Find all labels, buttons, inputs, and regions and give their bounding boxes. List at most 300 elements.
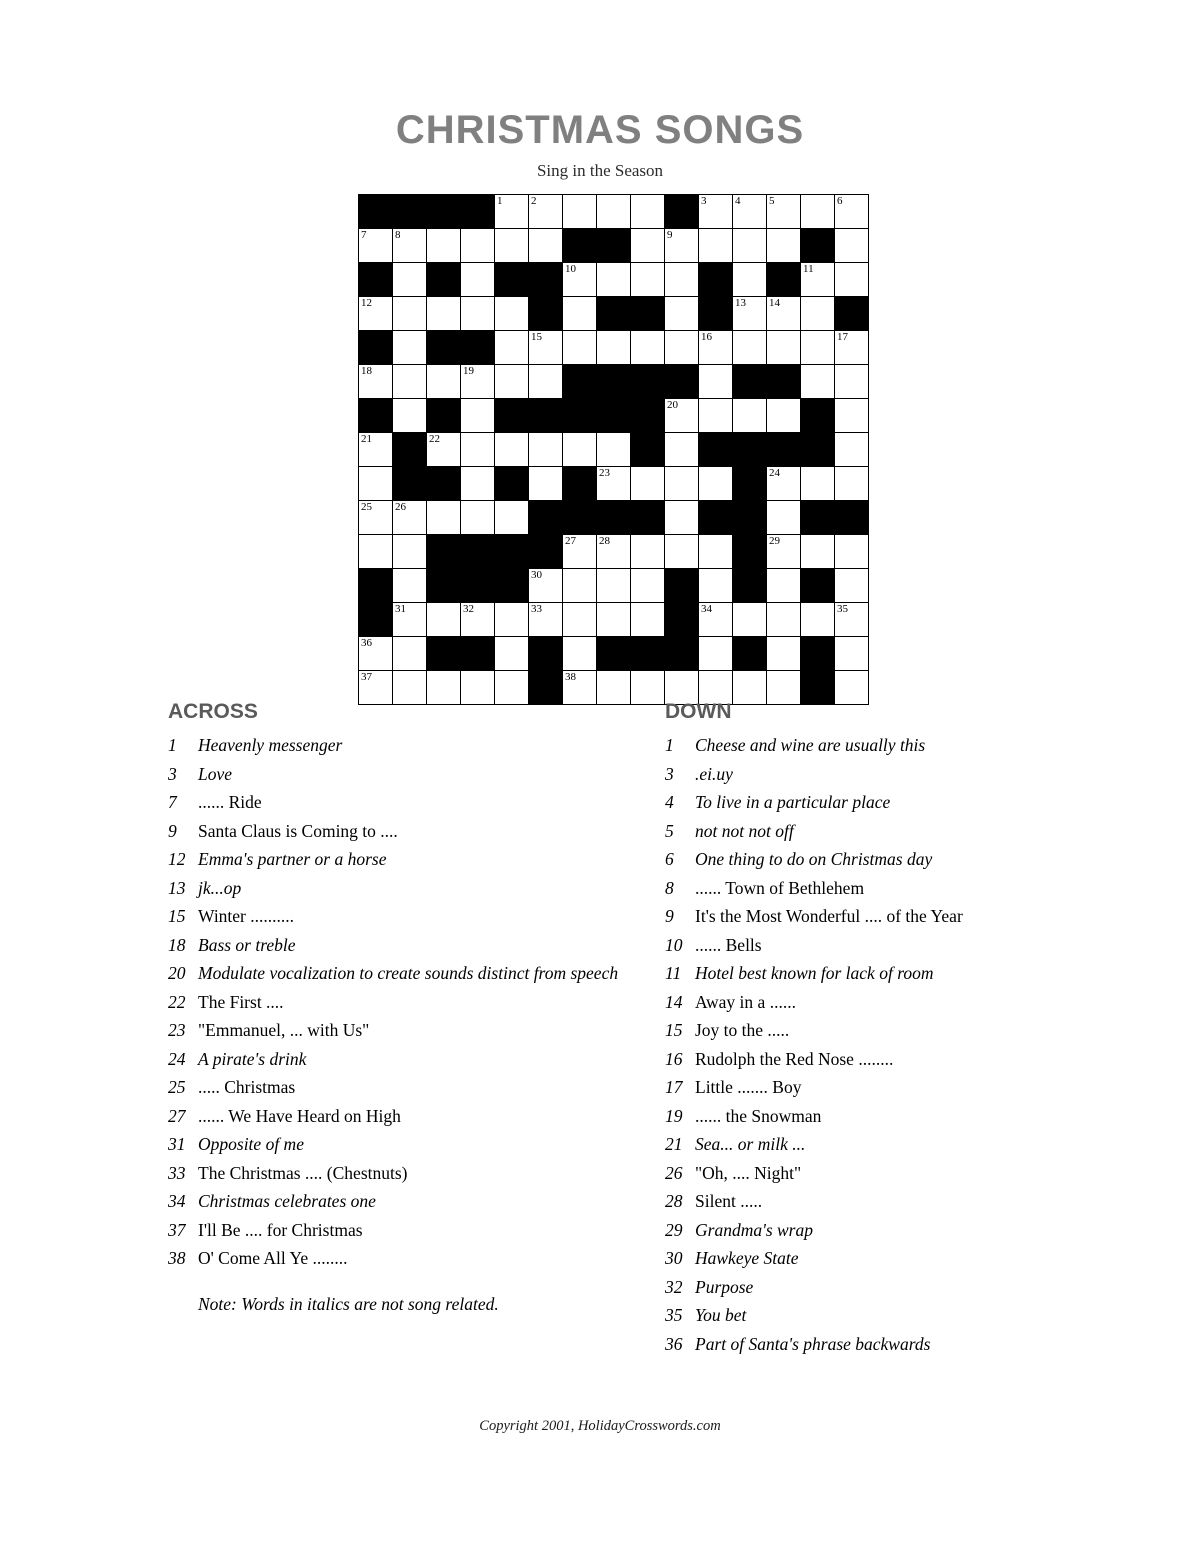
grid-cell[interactable] — [699, 195, 733, 229]
grid-cell[interactable] — [699, 603, 733, 637]
down-clue-29[interactable] — [665, 1221, 1165, 1240]
grid-cell-number: 10 — [565, 263, 576, 275]
clue-text: Heavenly messenger — [198, 735, 343, 755]
grid-cell[interactable] — [665, 535, 699, 569]
grid-cell[interactable] — [631, 229, 665, 263]
clue-number: 5 — [665, 820, 674, 841]
grid-cell[interactable] — [835, 399, 869, 433]
grid-cell[interactable] — [563, 535, 597, 569]
grid-cell[interactable] — [699, 229, 733, 263]
grid-cell-number: 14 — [769, 297, 780, 309]
grid-cell-block — [393, 433, 427, 467]
grid-cell[interactable] — [767, 467, 801, 501]
grid-cell[interactable] — [529, 229, 563, 263]
clue-number: 27 — [168, 1105, 186, 1126]
clue-text: Away in a ...... — [695, 991, 796, 1012]
grid-cell[interactable] — [393, 365, 427, 399]
clue-number: 16 — [665, 1048, 683, 1069]
grid-cell[interactable] — [835, 433, 869, 467]
clue-text: Hawkeye State — [695, 1248, 799, 1268]
grid-cell-block — [529, 263, 563, 297]
grid-cell[interactable] — [665, 331, 699, 365]
crossword-grid-table[interactable] — [358, 194, 869, 705]
grid-cell[interactable] — [393, 637, 427, 671]
grid-cell[interactable] — [529, 603, 563, 637]
italics-note: Note: Words in italics are not song related. — [198, 1294, 499, 1314]
grid-cell[interactable] — [393, 331, 427, 365]
clue-text: Hotel best known for lack of room — [695, 963, 934, 983]
clue-number: 1 — [665, 735, 674, 755]
down-clue-21[interactable] — [665, 1135, 1165, 1154]
grid-cell[interactable] — [529, 331, 563, 365]
grid-cell[interactable] — [359, 365, 393, 399]
clue-text: Little ....... Boy — [695, 1077, 802, 1097]
grid-cell[interactable] — [665, 399, 699, 433]
grid-cell-block — [665, 195, 699, 229]
grid-cell[interactable] — [597, 433, 631, 467]
grid-cell[interactable] — [767, 569, 801, 603]
clue-number: 8 — [665, 877, 674, 898]
down-clue-1[interactable] — [665, 736, 1165, 755]
clue-number: 32 — [665, 1276, 683, 1297]
grid-cell[interactable] — [835, 637, 869, 671]
grid-cell-block — [665, 603, 699, 637]
grid-cell-block — [597, 297, 631, 331]
clue-text: jk...op — [198, 877, 242, 898]
down-clue-9[interactable] — [665, 907, 1165, 926]
clue-text: Winter .......... — [198, 906, 295, 926]
grid-cell[interactable] — [699, 467, 733, 501]
grid-cell[interactable] — [767, 195, 801, 229]
grid-cell[interactable] — [767, 535, 801, 569]
grid-cell[interactable] — [801, 195, 835, 229]
grid-cell[interactable] — [461, 297, 495, 331]
grid-cell[interactable] — [563, 569, 597, 603]
grid-cell[interactable] — [801, 365, 835, 399]
grid-cell[interactable] — [495, 501, 529, 535]
grid-cell[interactable] — [597, 467, 631, 501]
grid-cell[interactable] — [767, 603, 801, 637]
grid-cell[interactable] — [495, 365, 529, 399]
clue-number: 6 — [665, 849, 674, 869]
grid-cell-number: 17 — [837, 331, 848, 343]
grid-cell[interactable] — [665, 297, 699, 331]
grid-cell-block — [359, 195, 393, 229]
clue-number: 36 — [665, 1333, 683, 1354]
across-clue-15[interactable] — [168, 907, 648, 926]
down-clue-3[interactable] — [665, 765, 1165, 784]
grid-cell[interactable] — [665, 501, 699, 535]
grid-cell[interactable] — [359, 229, 393, 263]
grid-cell[interactable] — [597, 569, 631, 603]
grid-cell-block — [427, 399, 461, 433]
across-clue-22[interactable] — [168, 993, 648, 1012]
clue-number: 7 — [168, 792, 177, 812]
grid-cell-block — [699, 263, 733, 297]
grid-cell-block — [563, 501, 597, 535]
across-clue-31[interactable] — [168, 1135, 648, 1154]
across-clue-25[interactable] — [168, 1078, 648, 1097]
grid-cell-number: 31 — [395, 603, 406, 615]
down-clue-16[interactable] — [665, 1050, 1165, 1069]
grid-cell-block — [801, 433, 835, 467]
clue-number: 4 — [665, 792, 674, 812]
grid-cell-number: 12 — [361, 297, 372, 309]
grid-cell[interactable] — [699, 535, 733, 569]
grid-cell[interactable] — [767, 331, 801, 365]
grid-cell[interactable] — [835, 229, 869, 263]
grid-cell[interactable] — [631, 535, 665, 569]
grid-cell[interactable] — [393, 297, 427, 331]
grid-cell[interactable] — [801, 467, 835, 501]
grid-cell[interactable] — [597, 263, 631, 297]
grid-cell-block — [495, 399, 529, 433]
grid-cell-block — [461, 195, 495, 229]
grid-cell-number: 4 — [735, 195, 741, 207]
grid-cell-number: 15 — [531, 331, 542, 343]
grid-cell[interactable] — [733, 331, 767, 365]
grid-cell-number: 32 — [463, 603, 474, 615]
clue-text: One thing to do on Christmas day — [695, 849, 933, 869]
down-clue-30[interactable] — [665, 1249, 1165, 1268]
grid-cell-block — [801, 501, 835, 535]
grid-cell[interactable] — [393, 535, 427, 569]
clue-text: not not not off — [695, 820, 794, 841]
across-clue-18[interactable] — [168, 936, 648, 955]
across-clue-34[interactable] — [168, 1192, 648, 1211]
grid-cell[interactable] — [835, 365, 869, 399]
down-clue-36[interactable] — [665, 1335, 1165, 1354]
grid-cell-number: 9 — [667, 229, 673, 241]
grid-cell[interactable] — [461, 365, 495, 399]
grid-cell[interactable] — [495, 331, 529, 365]
grid-cell-block — [597, 501, 631, 535]
grid-cell[interactable] — [835, 467, 869, 501]
across-clue-13[interactable] — [168, 879, 648, 898]
grid-cell[interactable] — [461, 229, 495, 263]
down-clue-32[interactable] — [665, 1278, 1165, 1297]
grid-cell[interactable] — [393, 501, 427, 535]
grid-cell[interactable] — [767, 501, 801, 535]
grid-cell[interactable] — [597, 603, 631, 637]
grid-cell-number: 16 — [701, 331, 712, 343]
grid-cell[interactable] — [359, 637, 393, 671]
grid-cell[interactable] — [665, 467, 699, 501]
clue-number: 22 — [168, 991, 186, 1012]
grid-cell-number: 28 — [599, 535, 610, 547]
down-clue-4[interactable] — [665, 793, 1165, 812]
across-clue-1[interactable] — [168, 736, 648, 755]
grid-cell-block — [801, 637, 835, 671]
across-clue-9[interactable] — [168, 822, 648, 841]
grid-cell[interactable] — [529, 433, 563, 467]
grid-cell[interactable] — [665, 433, 699, 467]
grid-cell-number: 33 — [531, 603, 542, 615]
grid-cell-number: 2 — [531, 195, 537, 207]
across-clue-23[interactable] — [168, 1021, 648, 1040]
grid-cell[interactable] — [767, 399, 801, 433]
clue-number: 28 — [665, 1191, 683, 1211]
clue-text: "Oh, .... Night" — [695, 1162, 802, 1183]
grid-cell-number: 8 — [395, 229, 401, 241]
clue-text: ...... Town of Bethlehem — [695, 877, 865, 898]
grid-cell[interactable] — [835, 603, 869, 637]
grid-cell-block — [461, 331, 495, 365]
grid-cell[interactable] — [733, 399, 767, 433]
grid-cell[interactable] — [597, 331, 631, 365]
clue-text: Grandma's wrap — [695, 1219, 813, 1240]
grid-cell[interactable] — [359, 433, 393, 467]
grid-cell[interactable] — [529, 195, 563, 229]
down-clue-8[interactable] — [665, 879, 1165, 898]
grid-cell[interactable] — [495, 433, 529, 467]
grid-cell-block — [563, 365, 597, 399]
grid-cell[interactable] — [495, 297, 529, 331]
grid-cell[interactable] — [733, 229, 767, 263]
grid-cell[interactable] — [427, 365, 461, 399]
grid-cell[interactable] — [563, 637, 597, 671]
grid-cell[interactable] — [767, 229, 801, 263]
clue-text: I'll Be .... for Christmas — [198, 1219, 363, 1240]
clue-number: 17 — [665, 1077, 683, 1097]
grid-row — [359, 263, 869, 297]
grid-cell-block — [665, 569, 699, 603]
grid-cell[interactable] — [529, 569, 563, 603]
grid-cell-block — [495, 569, 529, 603]
clue-number: 20 — [168, 963, 186, 983]
grid-cell[interactable] — [801, 331, 835, 365]
grid-cell[interactable] — [461, 399, 495, 433]
down-heading: DOWN — [665, 700, 732, 723]
grid-cell-number: 21 — [361, 433, 372, 445]
across-heading: ACROSS — [168, 700, 258, 723]
grid-cell-block — [427, 195, 461, 229]
grid-cell-block — [461, 569, 495, 603]
grid-cell-number: 7 — [361, 229, 367, 241]
grid-cell-block — [427, 535, 461, 569]
grid-row — [359, 297, 869, 331]
grid-cell[interactable] — [359, 535, 393, 569]
clue-number: 15 — [665, 1020, 683, 1040]
grid-cell-block — [495, 535, 529, 569]
grid-cell[interactable] — [699, 637, 733, 671]
grid-cell[interactable] — [835, 569, 869, 603]
grid-row — [359, 467, 869, 501]
grid-cell[interactable] — [665, 229, 699, 263]
across-clue-3[interactable] — [168, 765, 648, 784]
grid-cell[interactable] — [699, 331, 733, 365]
grid-row — [359, 569, 869, 603]
grid-cell-block — [427, 263, 461, 297]
crossword-grid[interactable] — [358, 194, 869, 705]
grid-cell[interactable] — [767, 637, 801, 671]
down-clue-14[interactable] — [665, 993, 1165, 1012]
grid-cell[interactable] — [427, 433, 461, 467]
grid-cell[interactable] — [359, 501, 393, 535]
clue-number: 3 — [168, 763, 177, 784]
down-clue-19[interactable] — [665, 1107, 1165, 1126]
grid-cell[interactable] — [835, 535, 869, 569]
grid-cell[interactable] — [801, 535, 835, 569]
clue-text: Opposite of me — [198, 1134, 304, 1154]
grid-cell[interactable] — [563, 433, 597, 467]
grid-cell[interactable] — [529, 365, 563, 399]
across-clue-24[interactable] — [168, 1050, 648, 1069]
across-clue-12[interactable] — [168, 850, 648, 869]
grid-cell[interactable] — [835, 195, 869, 229]
grid-cell[interactable] — [495, 195, 529, 229]
down-clue-11[interactable] — [665, 964, 1165, 983]
grid-cell-block — [733, 433, 767, 467]
across-clue-37[interactable] — [168, 1221, 648, 1240]
grid-cell[interactable] — [801, 263, 835, 297]
grid-cell[interactable] — [393, 399, 427, 433]
grid-cell[interactable] — [597, 535, 631, 569]
across-clue-20[interactable] — [168, 964, 648, 983]
grid-cell[interactable] — [461, 501, 495, 535]
grid-cell-block — [631, 399, 665, 433]
grid-cell-block — [767, 433, 801, 467]
grid-cell[interactable] — [427, 603, 461, 637]
grid-cell-number: 20 — [667, 399, 678, 411]
grid-cell[interactable] — [563, 331, 597, 365]
down-clue-15[interactable] — [665, 1021, 1165, 1040]
grid-cell-block — [801, 569, 835, 603]
down-clue-10[interactable] — [665, 936, 1165, 955]
clue-number: 11 — [665, 963, 682, 983]
grid-cell[interactable] — [393, 569, 427, 603]
grid-row — [359, 399, 869, 433]
across-clue-7[interactable] — [168, 793, 648, 812]
across-clue-38[interactable] — [168, 1249, 648, 1268]
grid-cell-number: 29 — [769, 535, 780, 547]
clue-text: You bet — [695, 1305, 747, 1325]
clue-number: 12 — [168, 849, 186, 869]
grid-cell[interactable] — [393, 263, 427, 297]
down-clue-35[interactable] — [665, 1306, 1165, 1325]
grid-cell[interactable] — [563, 195, 597, 229]
grid-cell[interactable] — [699, 365, 733, 399]
clue-number: 38 — [168, 1248, 186, 1268]
clue-number: 3 — [665, 763, 674, 784]
clue-number: 34 — [168, 1191, 186, 1211]
grid-cell[interactable] — [427, 229, 461, 263]
clue-text: Sea... or milk ... — [695, 1134, 806, 1154]
grid-cell[interactable] — [631, 263, 665, 297]
grid-cell[interactable] — [461, 467, 495, 501]
grid-cell-block — [699, 433, 733, 467]
clue-text: O' Come All Ye ........ — [198, 1248, 348, 1268]
grid-cell[interactable] — [733, 603, 767, 637]
grid-cell-block — [631, 365, 665, 399]
clue-number: 25 — [168, 1077, 186, 1097]
grid-cell[interactable] — [563, 603, 597, 637]
grid-row — [359, 603, 869, 637]
grid-cell[interactable] — [665, 263, 699, 297]
grid-cell[interactable] — [767, 297, 801, 331]
grid-cell[interactable] — [461, 603, 495, 637]
grid-cell-block — [461, 535, 495, 569]
grid-cell[interactable] — [631, 195, 665, 229]
grid-cell-block — [733, 569, 767, 603]
grid-cell-block — [359, 331, 393, 365]
grid-cell-block — [665, 637, 699, 671]
grid-cell[interactable] — [359, 297, 393, 331]
grid-cell[interactable] — [393, 229, 427, 263]
clue-text: Emma's partner or a horse — [198, 849, 387, 869]
grid-cell[interactable] — [495, 229, 529, 263]
grid-cell[interactable] — [597, 195, 631, 229]
grid-cell[interactable] — [461, 433, 495, 467]
clue-text: Santa Claus is Coming to .... — [198, 820, 398, 841]
grid-cell-number: 23 — [599, 467, 610, 479]
clue-text: Bass or treble — [198, 934, 296, 955]
grid-cell-number: 6 — [837, 195, 843, 207]
grid-cell[interactable] — [359, 467, 393, 501]
down-clue-28[interactable] — [665, 1192, 1165, 1211]
across-clue-27[interactable] — [168, 1107, 648, 1126]
grid-cell[interactable] — [427, 501, 461, 535]
grid-cell[interactable] — [529, 467, 563, 501]
grid-cell[interactable] — [631, 603, 665, 637]
grid-cell-number: 13 — [735, 297, 746, 309]
grid-cell[interactable] — [699, 569, 733, 603]
grid-cell[interactable] — [495, 603, 529, 637]
grid-cell[interactable] — [801, 297, 835, 331]
grid-cell[interactable] — [835, 263, 869, 297]
down-clue-26[interactable] — [665, 1164, 1165, 1183]
grid-cell-block — [495, 467, 529, 501]
grid-cell[interactable] — [733, 195, 767, 229]
grid-cell[interactable] — [461, 263, 495, 297]
grid-cell[interactable] — [631, 467, 665, 501]
grid-cell[interactable] — [563, 297, 597, 331]
grid-cell[interactable] — [733, 297, 767, 331]
clue-number: 29 — [665, 1219, 683, 1240]
clue-number: 14 — [665, 991, 683, 1012]
grid-cell[interactable] — [427, 297, 461, 331]
grid-cell[interactable] — [563, 263, 597, 297]
grid-cell[interactable] — [801, 603, 835, 637]
down-clue-6[interactable] — [665, 850, 1165, 869]
clue-number: 35 — [665, 1305, 683, 1325]
grid-cell-number: 27 — [565, 535, 576, 547]
across-clue-33[interactable] — [168, 1164, 648, 1183]
grid-cell-block — [427, 637, 461, 671]
grid-cell[interactable] — [495, 637, 529, 671]
grid-cell[interactable] — [393, 603, 427, 637]
grid-cell[interactable] — [631, 569, 665, 603]
clue-text: ...... Bells — [695, 934, 762, 955]
down-clue-5[interactable] — [665, 822, 1165, 841]
clue-text: A pirate's drink — [198, 1048, 307, 1069]
grid-cell[interactable] — [631, 331, 665, 365]
grid-cell-block — [427, 569, 461, 603]
clue-text: Silent ..... — [695, 1191, 763, 1211]
grid-cell-block — [359, 399, 393, 433]
clue-text: Christmas celebrates one — [198, 1191, 376, 1211]
grid-cell-number: 11 — [803, 263, 814, 275]
grid-cell[interactable] — [835, 331, 869, 365]
grid-cell[interactable] — [699, 399, 733, 433]
grid-row — [359, 535, 869, 569]
down-clue-17[interactable] — [665, 1078, 1165, 1097]
grid-cell-block — [563, 467, 597, 501]
clue-text: Cheese and wine are usually this — [695, 735, 926, 755]
grid-cell-block — [359, 569, 393, 603]
grid-cell-number: 38 — [565, 671, 576, 683]
grid-cell[interactable] — [733, 263, 767, 297]
